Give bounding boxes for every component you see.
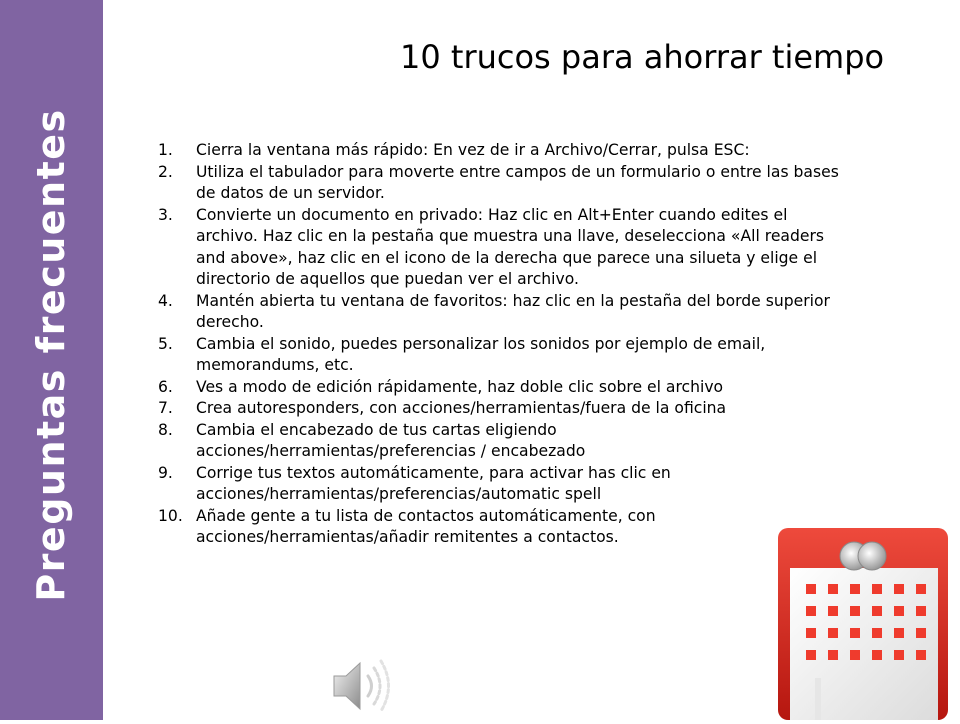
item-text: Cierra la ventana más rápido: En vez de ir a Archivo/Cerrar, pulsa ESC:	[196, 141, 750, 159]
calendar-icon	[774, 520, 954, 720]
item-text: Cambia el sonido, puedes personalizar los sonidos por ejemplo de email, memorandums, etc.	[196, 334, 766, 374]
list-item	[158, 162, 948, 205]
item-text: Ves a modo de edición rápidamente, haz doble clic sobre el archivo	[196, 377, 724, 396]
item-text: Cambia el encabezado de tus cartas eligiendo acciones/herramientas/preferencias / encabezado	[196, 420, 586, 460]
list-item	[158, 398, 948, 420]
list-item	[158, 334, 948, 377]
item-text: Añade gente a tu lista de contactos automáticamente, con acciones/herramientas/añadir remitentes a contactos.	[196, 506, 656, 546]
item-number: 10.	[158, 506, 183, 525]
tips-list	[158, 140, 948, 549]
list-item	[158, 377, 948, 399]
speaker-icon[interactable]	[330, 656, 396, 718]
sidebar-band	[0, 0, 103, 720]
item-number: 7.	[158, 399, 173, 417]
item-text: Mantén abierta tu ventana de favoritos: haz clic en la pestaña del borde superior derecho.	[196, 291, 830, 331]
list-item	[158, 291, 948, 334]
item-text: Utiliza el tabulador para moverte entre campos de un formulario o entre las bases de datos de un servidor.	[196, 162, 839, 202]
item-number: 5.	[158, 334, 173, 353]
list-item	[158, 463, 948, 506]
item-number: 3.	[158, 205, 173, 224]
sidebar-title: Preguntas frecuentes	[29, 108, 73, 602]
item-number: 6.	[158, 377, 173, 396]
item-text: Convierte un documento en privado: Haz clic en Alt+Enter cuando edites el archivo. Haz clic en la pestaña que muestra una llave, deselecciona «All readers and above», haz clic en el icono de la derecha que parece una silueta y elige el directorio de aquellos que puedan ver el archivo.	[196, 205, 824, 288]
list-item	[158, 140, 948, 162]
item-number: 9.	[158, 463, 173, 482]
page-title: 10 trucos para ahorrar tiempo	[400, 38, 885, 76]
item-number: 2.	[158, 162, 173, 181]
item-number: 4.	[158, 291, 173, 310]
item-number: 1.	[158, 141, 173, 159]
list-item	[158, 420, 948, 463]
item-number: 8.	[158, 420, 173, 439]
item-text: Crea autoresponders, con acciones/herramientas/fuera de la oficina	[196, 399, 727, 417]
list-item	[158, 205, 948, 291]
item-text: Corrige tus textos automáticamente, para activar has clic en acciones/herramientas/preferencias/automatic spell	[196, 463, 671, 503]
